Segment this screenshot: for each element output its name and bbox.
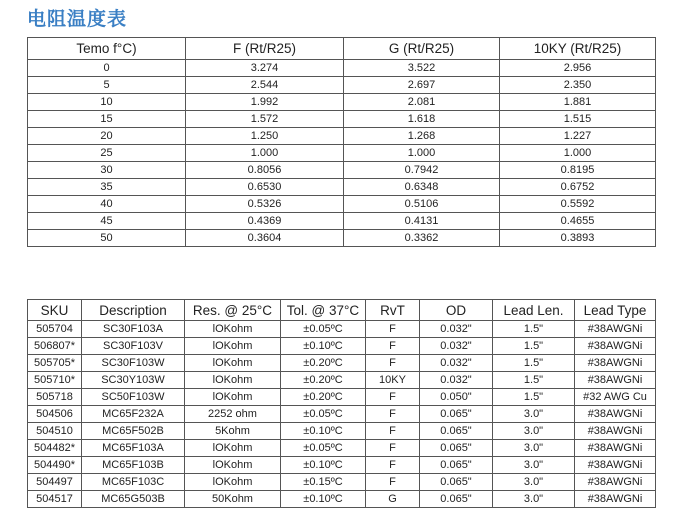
sku-table-cell: SC30F103V (82, 338, 185, 355)
sku-table-cell: 3.0" (493, 457, 575, 474)
sku-table-cell: 504506 (28, 406, 82, 423)
sku-table-row (28, 406, 656, 423)
temperature-table-cell: 2.697 (344, 77, 500, 94)
sku-table-cell: F (366, 321, 420, 338)
temperature-table-cell: 20 (28, 128, 186, 145)
temperature-table-cell: 1.250 (186, 128, 344, 145)
sku-table-cell: 3.0" (493, 474, 575, 491)
sku-table-cell: SC30Y103W (82, 372, 185, 389)
sku-table-cell: 0.065" (420, 423, 493, 440)
temperature-table-cell: 1.227 (500, 128, 656, 145)
sku-table-header (28, 300, 656, 321)
sku-table-cell: 1.5" (493, 321, 575, 338)
sku-table-cell: #32 AWG Cu (575, 389, 656, 406)
sku-table-cell: lOKohm (185, 440, 281, 457)
sku-table-cell: 3.0" (493, 491, 575, 508)
temperature-table-cell: 0.7942 (344, 162, 500, 179)
temperature-table-cell: 2.544 (186, 77, 344, 94)
temperature-table-column-header: 10KY (Rt/R25) (500, 38, 656, 60)
sku-table-cell: #38AWGNi (575, 372, 656, 389)
sku-table-cell: ±0.10ºC (281, 457, 366, 474)
sku-table-row (28, 355, 656, 372)
temperature-table-cell: 1.992 (186, 94, 344, 111)
temperature-table-cell: 1.515 (500, 111, 656, 128)
sku-table-cell: SC30F103A (82, 321, 185, 338)
sku-table-cell: SC50F103W (82, 389, 185, 406)
sku-table-cell: F (366, 355, 420, 372)
sku-table-cell: 0.032" (420, 321, 493, 338)
temperature-table-cell: 1.000 (186, 145, 344, 162)
sku-table-cell: F (366, 406, 420, 423)
sku-table-cell: F (366, 423, 420, 440)
sku-table-column-header: OD (420, 300, 493, 321)
temperature-table-cell: 1.572 (186, 111, 344, 128)
sku-table-cell: MC65F232A (82, 406, 185, 423)
sku-table-cell: MC65F103B (82, 457, 185, 474)
sku-table-cell: 506807* (28, 338, 82, 355)
sku-table-cell: 1.5" (493, 355, 575, 372)
sku-table (27, 299, 656, 508)
sku-table-cell: 0.065" (420, 440, 493, 457)
sku-table-row (28, 389, 656, 406)
sku-table-cell: F (366, 440, 420, 457)
sku-table-cell: 504482* (28, 440, 82, 457)
sku-table-row (28, 457, 656, 474)
page-title: 电阻温度表 (27, 8, 128, 30)
sku-table-cell: #38AWGNi (575, 491, 656, 508)
sku-table-cell: 0.050" (420, 389, 493, 406)
temperature-table-cell: 0.6348 (344, 179, 500, 196)
temperature-table-row (28, 60, 656, 77)
temperature-table-row (28, 128, 656, 145)
temperature-table-row (28, 94, 656, 111)
sku-table-cell: F (366, 474, 420, 491)
sku-table-cell: #38AWGNi (575, 321, 656, 338)
sku-table-cell: #38AWGNi (575, 474, 656, 491)
temperature-table-cell: 0.3362 (344, 230, 500, 247)
sku-table-cell: #38AWGNi (575, 406, 656, 423)
sku-table-cell: #38AWGNi (575, 338, 656, 355)
temperature-table-cell: 10 (28, 94, 186, 111)
temperature-table-row (28, 145, 656, 162)
sku-table-cell: 505710* (28, 372, 82, 389)
sku-table-cell: ±0.20ºC (281, 389, 366, 406)
sku-table-cell: lOKohm (185, 372, 281, 389)
sku-table-row (28, 321, 656, 338)
sku-table-cell: lOKohm (185, 457, 281, 474)
sku-table-cell: 1.5" (493, 338, 575, 355)
sku-table-row (28, 423, 656, 440)
sku-table-cell: ±0.10ºC (281, 491, 366, 508)
sku-table-cell: #38AWGNi (575, 423, 656, 440)
sku-table-cell: 0.065" (420, 406, 493, 423)
sku-table-column-header: RvT (366, 300, 420, 321)
sku-table-cell: 2252 ohm (185, 406, 281, 423)
temperature-table-cell: 0.8195 (500, 162, 656, 179)
temperature-table-cell: 30 (28, 162, 186, 179)
temperature-table-cell: 1.000 (500, 145, 656, 162)
sku-table-cell: 50Kohm (185, 491, 281, 508)
sku-table-cell: 3.0" (493, 423, 575, 440)
sku-table-cell: #38AWGNi (575, 355, 656, 372)
temperature-table-cell: 0.3893 (500, 230, 656, 247)
sku-table-cell: ±0.20ºC (281, 355, 366, 372)
temperature-table (27, 37, 656, 247)
sku-table-cell: 1.5" (493, 389, 575, 406)
temperature-table-cell: 2.350 (500, 77, 656, 94)
sku-table-column-header: SKU (28, 300, 82, 321)
temperature-table-column-header: G (Rt/R25) (344, 38, 500, 60)
temperature-table-cell: 0.4655 (500, 213, 656, 230)
sku-table-cell: MC65G503B (82, 491, 185, 508)
sku-table-cell: 504497 (28, 474, 82, 491)
sku-table-cell: lOKohm (185, 338, 281, 355)
sku-table-cell: 505705* (28, 355, 82, 372)
sku-table-cell: ±0.15ºC (281, 474, 366, 491)
sku-table-cell: 3.0" (493, 440, 575, 457)
sku-table-row (28, 338, 656, 355)
sku-table-row (28, 474, 656, 491)
sku-table-column-header: Res. @ 25°C (185, 300, 281, 321)
temperature-table-row (28, 213, 656, 230)
sku-table-cell: ±0.10ºC (281, 423, 366, 440)
temperature-table-cell: 1.881 (500, 94, 656, 111)
temperature-table-cell: 3.274 (186, 60, 344, 77)
temperature-table-cell: 0.6752 (500, 179, 656, 196)
temperature-table-cell: 15 (28, 111, 186, 128)
sku-table-column-header: Lead Len. (493, 300, 575, 321)
sku-table-cell: 5Kohm (185, 423, 281, 440)
temperature-table-cell: 0.5106 (344, 196, 500, 213)
temperature-table-cell: 2.081 (344, 94, 500, 111)
temperature-table-cell: 0.5326 (186, 196, 344, 213)
sku-table-cell: lOKohm (185, 389, 281, 406)
sku-table-row (28, 372, 656, 389)
sku-table-cell: F (366, 389, 420, 406)
sku-table-cell: F (366, 457, 420, 474)
sku-table-column-header: Tol. @ 37°C (281, 300, 366, 321)
sku-table-cell: SC30F103W (82, 355, 185, 372)
temperature-table-cell: 25 (28, 145, 186, 162)
temperature-table-cell: 0.4369 (186, 213, 344, 230)
temperature-table-cell: 35 (28, 179, 186, 196)
temperature-table-row (28, 179, 656, 196)
sku-table-cell: #38AWGNi (575, 440, 656, 457)
temperature-table-cell: 0.4131 (344, 213, 500, 230)
sku-table-cell: ±0.10ºC (281, 338, 366, 355)
temperature-table-row (28, 162, 656, 179)
sku-table-cell: ±0.20ºC (281, 372, 366, 389)
temperature-table-cell: 2.956 (500, 60, 656, 77)
temperature-table-cell: 0 (28, 60, 186, 77)
temperature-table-cell: 0.8056 (186, 162, 344, 179)
sku-table-column-header: Lead Type (575, 300, 656, 321)
sku-table-cell: MC65F103A (82, 440, 185, 457)
sku-table-cell: 0.065" (420, 457, 493, 474)
sku-table-cell: 0.032" (420, 355, 493, 372)
sku-table-cell: MC65F103C (82, 474, 185, 491)
sku-table-cell: 3.0" (493, 406, 575, 423)
sku-table-cell: 505704 (28, 321, 82, 338)
sku-table-cell: lOKohm (185, 321, 281, 338)
sku-table-cell: 504510 (28, 423, 82, 440)
temperature-table-column-header: F (Rt/R25) (186, 38, 344, 60)
temperature-table-row (28, 77, 656, 94)
temperature-table-row (28, 196, 656, 213)
sku-table-cell: G (366, 491, 420, 508)
sku-table-cell: 504517 (28, 491, 82, 508)
sku-table-cell: 0.032" (420, 372, 493, 389)
sku-table-cell: ±0.05ºC (281, 440, 366, 457)
sku-table-cell: MC65F502B (82, 423, 185, 440)
sku-table-row (28, 440, 656, 457)
temperature-table-cell: 40 (28, 196, 186, 213)
temperature-table-cell: 1.000 (344, 145, 500, 162)
sku-table-cell: 0.065" (420, 474, 493, 491)
temperature-table-cell: 5 (28, 77, 186, 94)
sku-table-cell: 0.065" (420, 491, 493, 508)
sku-table-cell: 0.032" (420, 338, 493, 355)
sku-table-cell: 1.5" (493, 372, 575, 389)
temperature-table-cell: 1.268 (344, 128, 500, 145)
sku-table-cell: 505718 (28, 389, 82, 406)
sku-table-cell: lOKohm (185, 355, 281, 372)
temperature-table-row (28, 230, 656, 247)
sku-table-cell: #38AWGNi (575, 457, 656, 474)
temperature-table-cell: 0.3604 (186, 230, 344, 247)
sku-table-column-header: Description (82, 300, 185, 321)
temperature-table-cell: 1.618 (344, 111, 500, 128)
sku-table-cell: 504490* (28, 457, 82, 474)
temperature-table-cell: 0.6530 (186, 179, 344, 196)
temperature-table-row (28, 111, 656, 128)
temperature-table-column-header: Temo f°C) (28, 38, 186, 60)
sku-table-cell: F (366, 338, 420, 355)
temperature-table-cell: 3.522 (344, 60, 500, 77)
sku-table-cell: ±0.05ºC (281, 406, 366, 423)
sku-table-cell: ±0.05ºC (281, 321, 366, 338)
temperature-table-cell: 50 (28, 230, 186, 247)
temperature-table-header (28, 38, 656, 60)
temperature-table-cell: 0.5592 (500, 196, 656, 213)
sku-table-row (28, 491, 656, 508)
sku-table-cell: lOKohm (185, 474, 281, 491)
temperature-table-cell: 45 (28, 213, 186, 230)
sku-table-cell: 10KY (366, 372, 420, 389)
